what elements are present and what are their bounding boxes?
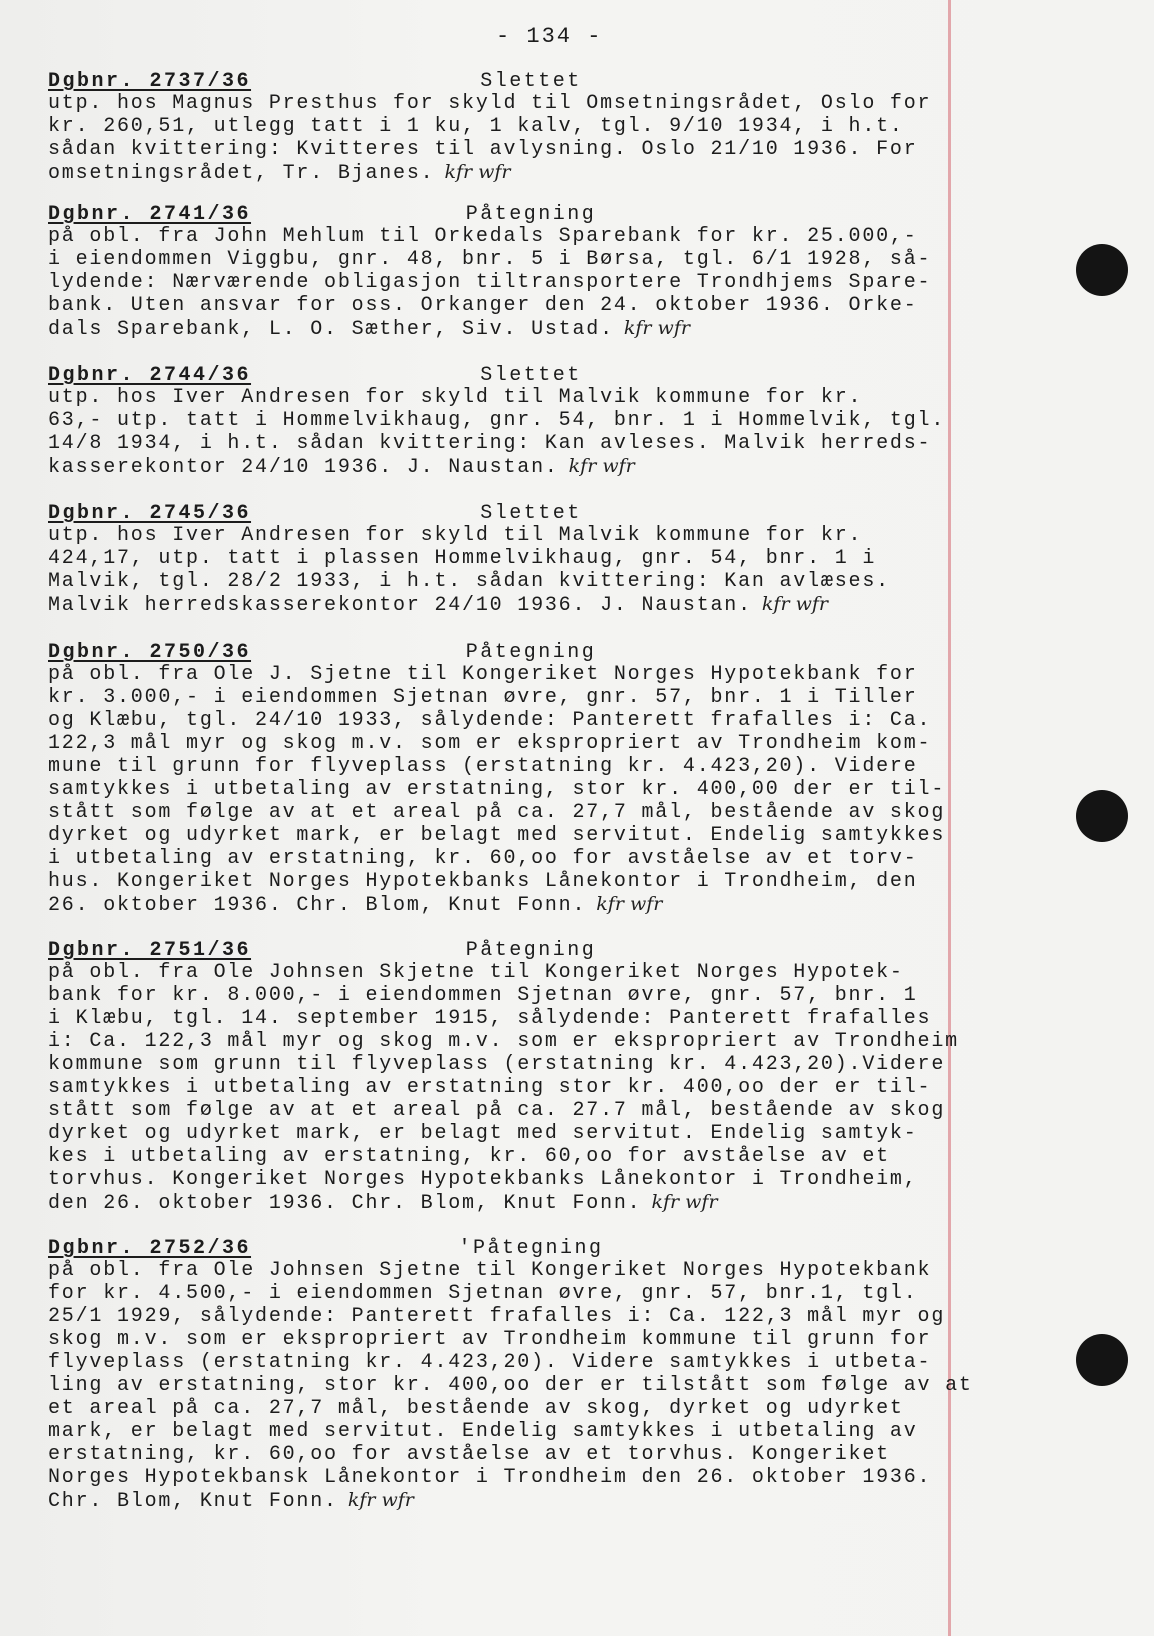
entry-type: Påtegning [465, 939, 597, 962]
entry-text: stått som følge av at et areal på ca. 27,7 mål, bestående av skog [48, 801, 946, 824]
entry-text: bank. Uten ansvar for oss. Orkanger den 24. oktober 1936. Orke- [48, 294, 918, 317]
entry-text: et areal på ca. 27,7 mål, bestående av skog, dyrket og udyrket [48, 1397, 904, 1420]
entry-text-line [48, 317, 948, 340]
entry-type: Påtegning [465, 203, 597, 226]
journal-entry [48, 939, 959, 1215]
handwritten-initials: kfr wfr [651, 1191, 718, 1213]
entry-text: mune til grunn for flyveplass (erstatning kr. 4.423,20). Videre [48, 755, 918, 778]
entry-header [48, 502, 948, 524]
entry-header [48, 641, 948, 663]
entry-text: Malvik herredskasserekontor 24/10 1936. J. Naustan. [48, 594, 752, 617]
entry-text-line [48, 732, 948, 755]
handwritten-initials: kfr wfr [568, 455, 635, 477]
entry-text: kr. 260,51, utlegg tatt i 1 ku, 1 kalv, tgl. 9/10 1934, i h.t. [48, 115, 904, 138]
entry-text: Malvik, tgl. 28/2 1933, i h.t. sådan kvittering: Kan avlæses. [48, 570, 890, 593]
entry-text-line [48, 547, 948, 570]
entry-text: samtykkes i utbetaling av erstatning stor kr. 400,oo der er til- [48, 1076, 932, 1099]
entry-text-line [48, 1030, 959, 1053]
entry-text: 26. oktober 1936. Chr. Blom, Knut Fonn. [48, 894, 587, 917]
entry-text-line [48, 1099, 948, 1122]
entry-text-line [48, 686, 948, 709]
entry-text: på obl. fra John Mehlum til Orkedals Sparebank for kr. 25.000,- [48, 225, 918, 248]
handwritten-initials: kfr wfr [623, 317, 690, 339]
entry-number: Dgbnr. 2744/36 [48, 364, 252, 387]
entry-text: 14/8 1934, i h.t. sådan kvittering: Kan avleses. Malvik herreds- [48, 432, 932, 455]
entry-text: utp. hos Iver Andresen for skyld til Malvik kommune for kr. [48, 386, 863, 409]
entry-text: utp. hos Iver Andresen for skyld til Malvik kommune for kr. [48, 524, 863, 547]
entry-type: Slettet [480, 70, 582, 93]
entry-text-line [48, 755, 948, 778]
entry-text: utp. hos Magnus Presthus for skyld til Omsetningsrådet, Oslo for [48, 92, 932, 115]
entry-text: dyrket og udyrket mark, er belagt med servitut. Endelig samtykkes [48, 824, 946, 847]
entry-text: på obl. fra Ole Johnsen Sjetne til Kongeriket Norges Hypotekbank [48, 1259, 932, 1282]
entry-text-line [48, 1305, 948, 1328]
entry-text-line [48, 847, 948, 870]
entry-text: for kr. 4.500,- i eiendommen Sjetnan øvre, gnr. 57, bnr.1, tgl. [48, 1282, 918, 1305]
journal-entry [48, 203, 948, 340]
entry-text-line [48, 1489, 948, 1512]
entry-text-line [48, 1282, 948, 1305]
entry-text-line [48, 271, 948, 294]
entry-text-line [48, 663, 948, 686]
handwritten-initials: kfr wfr [347, 1489, 414, 1511]
binder-hole [1076, 1334, 1128, 1386]
entry-text-line [48, 870, 948, 893]
entry-text-line [48, 1328, 948, 1351]
entry-type: 'Påtegning [458, 1237, 604, 1260]
entry-text: erstatning, kr. 60,oo for avståelse av et torvhus. Kongeriket [48, 1443, 890, 1466]
handwritten-initials: kfr wfr [596, 893, 663, 915]
handwritten-initials: kfr wfr [444, 161, 511, 183]
entry-type: Påtegning [465, 641, 597, 664]
entry-type: Slettet [480, 364, 582, 387]
journal-entry [48, 502, 948, 616]
entry-text-line [48, 1466, 948, 1489]
entry-text: 63,- utp. tatt i Hommelvikhaug, gnr. 54, bnr. 1 i Hommelvik, tgl. [48, 409, 946, 432]
journal-entry [48, 70, 948, 184]
entry-text-line [48, 593, 948, 616]
entry-text: 122,3 mål myr og skog m.v. som er ekspropriert av Trondheim kom- [48, 732, 932, 755]
entry-text-line [48, 1443, 948, 1466]
entry-text-line [48, 161, 948, 184]
entry-text-line [48, 1007, 948, 1030]
entry-number: Dgbnr. 2751/36 [48, 939, 252, 962]
entry-text-line [48, 570, 948, 593]
entry-text: Chr. Blom, Knut Fonn. [48, 1490, 338, 1513]
entry-text: dyrket og udyrket mark, er belagt med servitut. Endelig samtyk- [48, 1122, 918, 1145]
entry-text-line [48, 1374, 973, 1397]
entry-text-line [48, 225, 948, 248]
entry-text: omsetningsrådet, Tr. Bjanes. [48, 162, 435, 185]
entry-text-line [48, 984, 948, 1007]
entry-header [48, 939, 948, 961]
entry-text-line [48, 386, 948, 409]
entry-text: torvhus. Kongeriket Norges Hypotekbanks Lånekontor i Trondheim, [48, 1168, 918, 1191]
entry-text-line [48, 801, 948, 824]
handwritten-initials: kfr wfr [761, 593, 828, 615]
entry-text: dals Sparebank, L. O. Sæther, Siv. Ustad. [48, 318, 614, 341]
entry-text-line [48, 1168, 948, 1191]
entry-text-line [48, 294, 948, 317]
entry-text-line [48, 92, 948, 115]
entry-text: stått som følge av at et areal på ca. 27.7 mål, bestående av skog [48, 1099, 946, 1122]
entry-text-line [48, 455, 948, 478]
entry-header [48, 70, 948, 92]
entry-text: kes i utbetaling av erstatning, kr. 60,oo for avståelse av et [48, 1145, 890, 1168]
entry-text-line [48, 1145, 948, 1168]
entry-text: hus. Kongeriket Norges Hypotekbanks Lånekontor i Trondheim, den [48, 870, 918, 893]
entry-text: kasserekontor 24/10 1936. J. Naustan. [48, 456, 559, 479]
entry-text: 424,17, utp. tatt i plassen Hommelvikhaug, gnr. 54, bnr. 1 i [48, 547, 877, 570]
journal-entry [48, 364, 948, 478]
entry-header [48, 1237, 948, 1259]
entry-text: flyveplass (erstatning kr. 4.423,20). Videre samtykkes i utbeta- [48, 1351, 932, 1374]
entry-text: skog m.v. som er ekspropriert av Trondheim kommune til grunn for [48, 1328, 932, 1351]
entry-text-line [48, 524, 948, 547]
entry-text-line [48, 778, 948, 801]
entry-text-line [48, 115, 948, 138]
entry-number: Dgbnr. 2752/36 [48, 1237, 252, 1260]
entry-text-line [48, 138, 948, 161]
entry-text-line [48, 1122, 948, 1145]
binder-hole [1076, 790, 1128, 842]
journal-entry [48, 1237, 973, 1513]
entry-text: samtykkes i utbetaling av erstatning, stor kr. 400,00 der er til- [48, 778, 946, 801]
entry-text: bank for kr. 8.000,- i eiendommen Sjetnan øvre, gnr. 57, bnr. 1 [48, 984, 918, 1007]
entry-text: i Klæbu, tgl. 14. september 1915, sålydende: Panterett frafalles [48, 1007, 932, 1030]
entry-text: sådan kvittering: Kvitteres til avlysning. Oslo 21/10 1936. For [48, 138, 918, 161]
entry-number: Dgbnr. 2750/36 [48, 641, 252, 664]
entry-number: Dgbnr. 2741/36 [48, 203, 252, 226]
entry-text-line [48, 961, 948, 984]
entry-text: i: Ca. 122,3 mål myr og skog m.v. som er ekspropriert av Trondheim [48, 1030, 959, 1053]
entry-text: i eiendommen Viggbu, gnr. 48, bnr. 5 i Børsa, tgl. 6/1 1928, så- [48, 248, 932, 271]
entry-text-line [48, 1191, 948, 1214]
entry-text: i utbetaling av erstatning, kr. 60,oo for avståelse av et torv- [48, 847, 918, 870]
entry-text: på obl. fra Ole J. Sjetne til Kongeriket Norges Hypotekbank for [48, 663, 918, 686]
entry-text-line [48, 432, 948, 455]
entry-text-line [48, 248, 948, 271]
journal-entry [48, 641, 948, 916]
entry-number: Dgbnr. 2737/36 [48, 70, 252, 93]
entry-text: den 26. oktober 1936. Chr. Blom, Knut Fonn. [48, 1192, 642, 1215]
entry-text-line [48, 1053, 948, 1076]
entry-text-line [48, 1420, 948, 1443]
entry-header [48, 203, 948, 225]
entry-text-line [48, 1351, 948, 1374]
entry-text: kr. 3.000,- i eiendommen Sjetnan øvre, gnr. 57, bnr. 1 i Tiller [48, 686, 918, 709]
entry-text-line [48, 409, 948, 432]
entry-text-line [48, 824, 948, 847]
entry-text: Norges Hypotekbansk Lånekontor i Trondheim den 26. oktober 1936. [48, 1466, 932, 1489]
entry-number: Dgbnr. 2745/36 [48, 502, 252, 525]
entry-text: og Klæbu, tgl. 24/10 1933, sålydende: Panterett frafalles i: Ca. [48, 709, 932, 732]
page-number: - 134 - [496, 24, 603, 49]
entry-text: 25/1 1929, sålydende: Panterett frafalles i: Ca. 122,3 mål myr og [48, 1305, 946, 1328]
binder-hole [1076, 244, 1128, 296]
entry-type: Slettet [480, 502, 582, 525]
entry-text-line [48, 709, 948, 732]
entry-text: ling av erstatning, stor kr. 400,oo der er tilstått som følge av at [48, 1374, 973, 1397]
entry-text-line [48, 893, 948, 916]
entry-text: kommune som grunn til flyveplass (erstatning kr. 4.423,20).Videre [48, 1053, 946, 1076]
entry-text-line [48, 1397, 948, 1420]
entry-text: mark, er belagt med servitut. Endelig samtykkes i utbetaling av [48, 1420, 918, 1443]
entry-text: på obl. fra Ole Johnsen Skjetne til Kongeriket Norges Hypotek- [48, 961, 904, 984]
entry-text: lydende: Nærværende obligasjon tiltransportere Trondhjems Spare- [48, 271, 932, 294]
entry-header [48, 364, 948, 386]
entry-text-line [48, 1076, 948, 1099]
entry-text-line [48, 1259, 948, 1282]
